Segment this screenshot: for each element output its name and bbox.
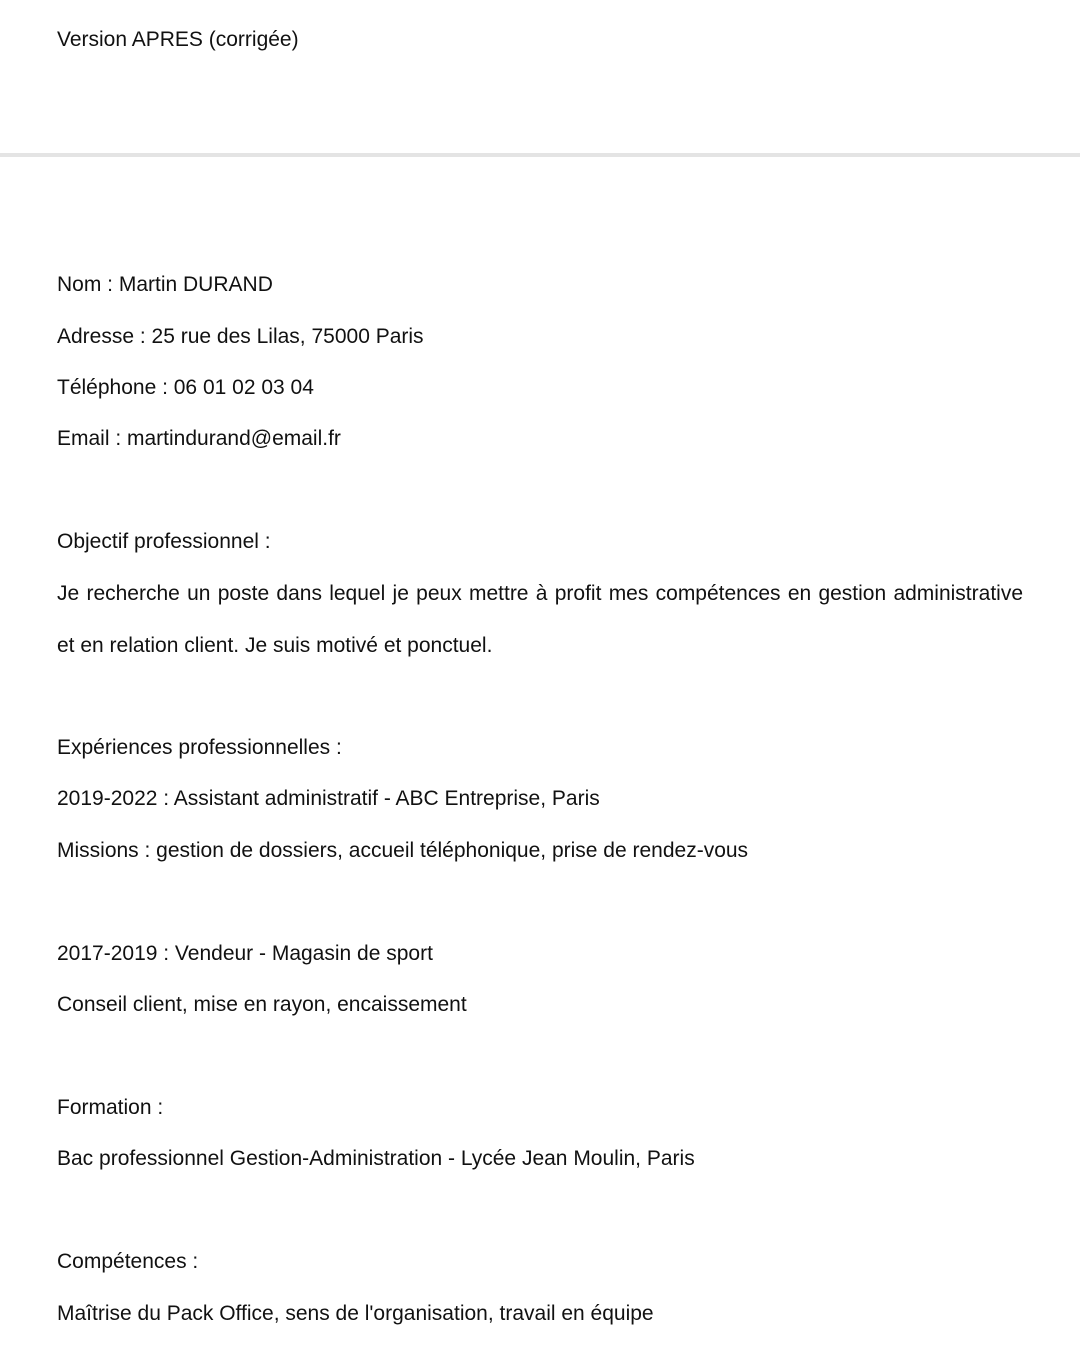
job-details: Missions : gestion de dossiers, accueil téléphonique, prise de rendez-vous <box>57 839 749 862</box>
objective-text: Je recherche un poste dans lequel je peux mettre à profit mes compétences en gestion administrative et en relation client. Je suis motivé et ponctuel. <box>57 582 1023 657</box>
header-divider <box>0 153 1080 157</box>
education-heading: Formation : <box>57 1096 164 1119</box>
objective-heading: Objectif professionnel : <box>57 530 271 553</box>
page-header <box>0 0 1080 153</box>
contact-phone: Téléphone : 06 01 02 03 04 <box>57 376 314 399</box>
job-title: 2017-2019 : Vendeur - Magasin de sport <box>57 942 433 965</box>
skills-heading: Compétences : <box>57 1250 199 1273</box>
job-title: 2019-2022 : Assistant administratif - ABC Entreprise, Paris <box>57 787 600 810</box>
contact-name: Nom : Martin DURAND <box>57 273 273 296</box>
contact-address: Adresse : 25 rue des Lilas, 75000 Paris <box>57 325 424 348</box>
contact-email: Email : martindurand@email.fr <box>57 427 341 450</box>
job-details: Conseil client, mise en rayon, encaissement <box>57 993 467 1016</box>
skills-text: Maîtrise du Pack Office, sens de l'organisation, travail en équipe <box>57 1302 654 1325</box>
experience-heading: Expériences professionnelles : <box>57 736 342 759</box>
version-title: Version APRES (corrigée) <box>57 28 299 51</box>
education-item: Bac professionnel Gestion-Administration - Lycée Jean Moulin, Paris <box>57 1147 695 1170</box>
